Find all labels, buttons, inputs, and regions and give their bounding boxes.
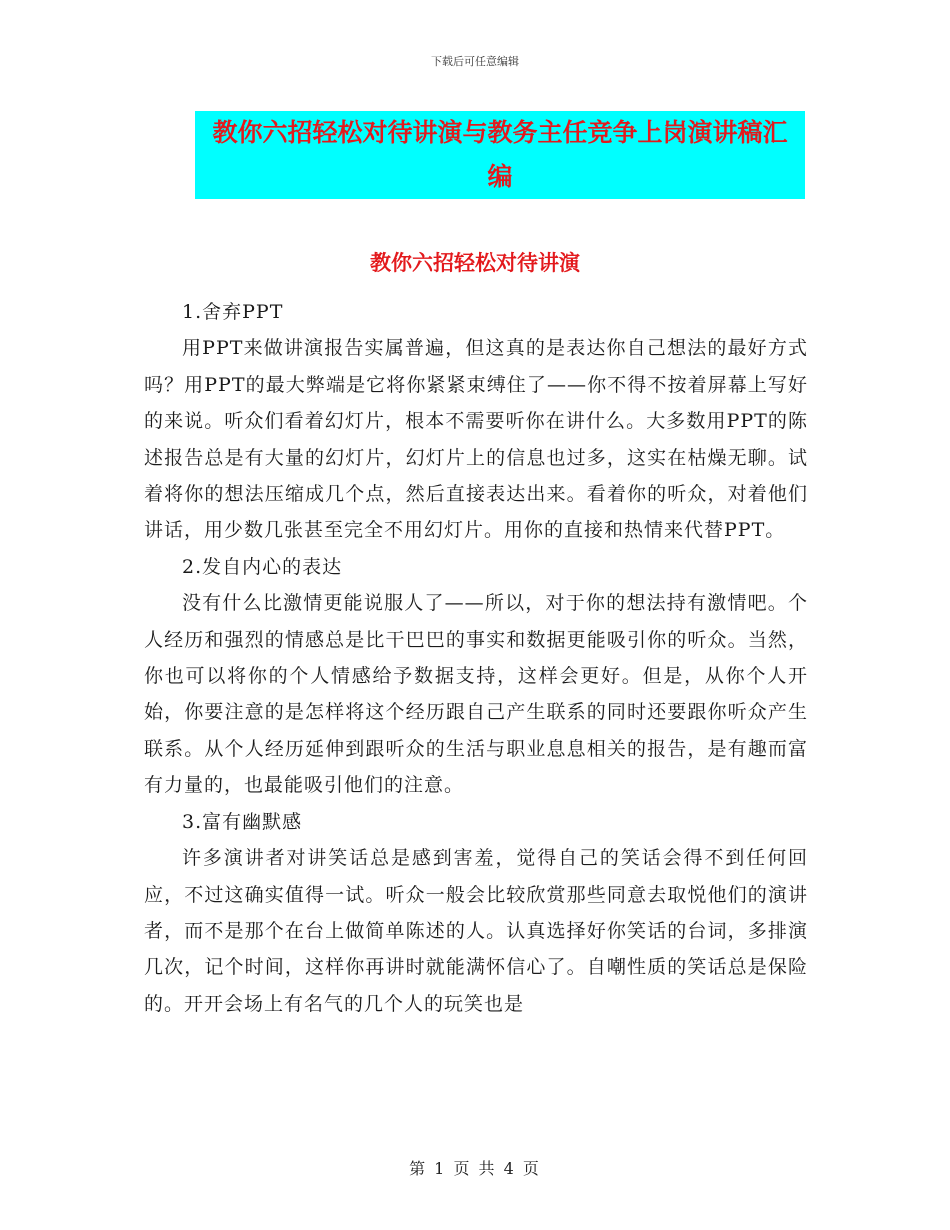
document-title-line-2 xyxy=(195,155,805,199)
document-title xyxy=(195,111,805,199)
body-paragraph-3: 许多演讲者对讲笑话总是感到害羞，觉得自己的笑话会得不到任何回应，不过这确实值得一试。听众一般会比较欣赏那些同意去取悦他们的演讲者，而不是那个在台上做简单陈述的人。认真选择好你笑话的台词，多排演几次，记个时间，这样你再讲时就能满怀信心了。自嘲性质的笑话总是保险的。开开会场上有名气的几个人的玩笑也是 xyxy=(144,847,808,1015)
document-title-text-2: 编 xyxy=(487,162,513,191)
point-heading-2: 2.发自内心的表达 xyxy=(182,555,343,578)
point-heading-3: 3.富有幽默感 xyxy=(182,810,303,833)
section-title: 教你六招轻松对待讲演 xyxy=(370,250,580,275)
body-paragraph-1: 用PPT来做讲演报告实属普遍，但这真的是表达你自己想法的最好方式吗？用PPT的最大弊端是它将你紧紧束缚住了——你不得不按着屏幕上写好的来说。听众们看着幻灯片，根本不需要听你在讲什么。大多数用PPT的陈述报告总是有大量的幻灯片，幻灯片上的信息也过多，这实在枯燥无聊。试着将你的想法压缩成几个点，然后直接表达出来。看着你的听众，对着他们讲话，用少数几张甚至完全不用幻灯片。用你的直接和热情来代替PPT。 xyxy=(144,337,808,542)
document-title-text-1: 教你六招轻松对待讲演与教务主任竞争上岗演讲稿汇 xyxy=(212,118,788,147)
point-heading-1: 1.舍弃PPT xyxy=(182,301,284,323)
page-header-note: 下载后可任意编辑 xyxy=(431,55,519,68)
document-title-line-1 xyxy=(195,111,805,155)
document-body xyxy=(144,294,808,1022)
page-number-footer: 第 1 页 共 4 页 xyxy=(409,1159,541,1178)
body-paragraph-2: 没有什么比激情更能说服人了——所以，对于你的想法持有激情吧。个人经历和强烈的情感总是比干巴巴的事实和数据更能吸引你的听众。当然，你也可以将你的个人情感给予数据支持，这样会更好。但是，从你个人开始，你要注意的是怎样将这个经历跟自己产生联系的同时还要跟你听众产生联系。从个人经历延伸到跟听众的生活与职业息息相关的报告，是有趣而富有力量的，也最能吸引他们的注意。 xyxy=(144,592,808,797)
